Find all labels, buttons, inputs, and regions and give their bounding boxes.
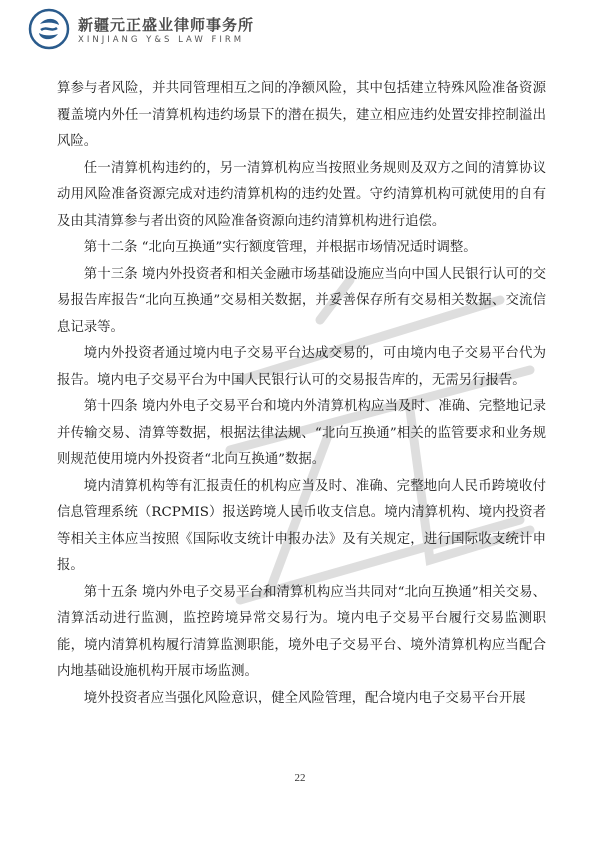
paragraph: 第十三条 境内外投资者和相关金融市场基础设施应当向中国人民银行认可的交易报告库报告“北向互换通”交易相关数据，并妥善保存所有交易相关数据、交流信息记录等。 xyxy=(57,266,546,335)
firm-name-cn: 新疆元正盛业律师事务所 xyxy=(78,16,255,34)
paragraph: 第十二条 “北向互换通”实行额度管理，并根据市场情况适时调整。 xyxy=(83,240,477,255)
page-number: 22 xyxy=(294,772,306,784)
firm-logo-icon xyxy=(28,8,70,50)
paragraph: 境内外投资者通过境内电子交易平台达成交易的，可由境内电子交易平台代为报告。境内电子交易平台为中国人民银行认可的交易报告库的，无需另行报告。 xyxy=(57,346,546,388)
document-body xyxy=(57,76,546,712)
paragraph: 任一清算机构违约的，另一清算机构应当按照业务规则及双方之间的清算协议动用风险准备资源完成对违约清算机构的违约处置。守约清算机构可就使用的自有及由其清算参与者出资的风险准备资源向违约清算机构进行追偿。 xyxy=(57,160,546,229)
page-header xyxy=(28,8,588,50)
paragraph: 第十五条 境内外电子交易平台和清算机构应当共同对“北向互换通”相关交易、清算活动进行监测，监控跨境异常交易行为。境内电子交易平台履行交易监测职能，境内清算机构履行清算监测职能，境外电子交易平台、境外清算机构应当配合内地基础设施机构开展市场监测。 xyxy=(57,584,546,679)
paragraph: 境内清算机构等有汇报责任的机构应当及时、准确、完整地向人民币跨境收付信息管理系统（RCPMIS）报送跨境人民币收支信息。境内清算机构、境内投资者等相关主体应当按照《国际收支统计申报办法》及有关规定，进行国际收支统计申报。 xyxy=(57,478,546,573)
paragraph: 算参与者风险，并共同管理相互之间的净额风险，其中包括建立特殊风险准备资源覆盖境内外任一清算机构违约场景下的潜在损失，建立相应违约处置安排控制溢出风险。 xyxy=(57,81,546,149)
firm-name-en: XINJIANG Y&S LAW FIRM xyxy=(78,35,245,45)
paragraph: 第十四条 境内外电子交易平台和境内外清算机构应当及时、准确、完整地记录并传输交易、清算等数据，根据法律法规、“北向互换通”相关的监管要求和业务规则规范使用境内外投资者“北向互换通”数据。 xyxy=(57,399,546,467)
paragraph: 境外投资者应当强化风险意识，健全风险管理，配合境内电子交易平台开展 xyxy=(83,690,526,706)
